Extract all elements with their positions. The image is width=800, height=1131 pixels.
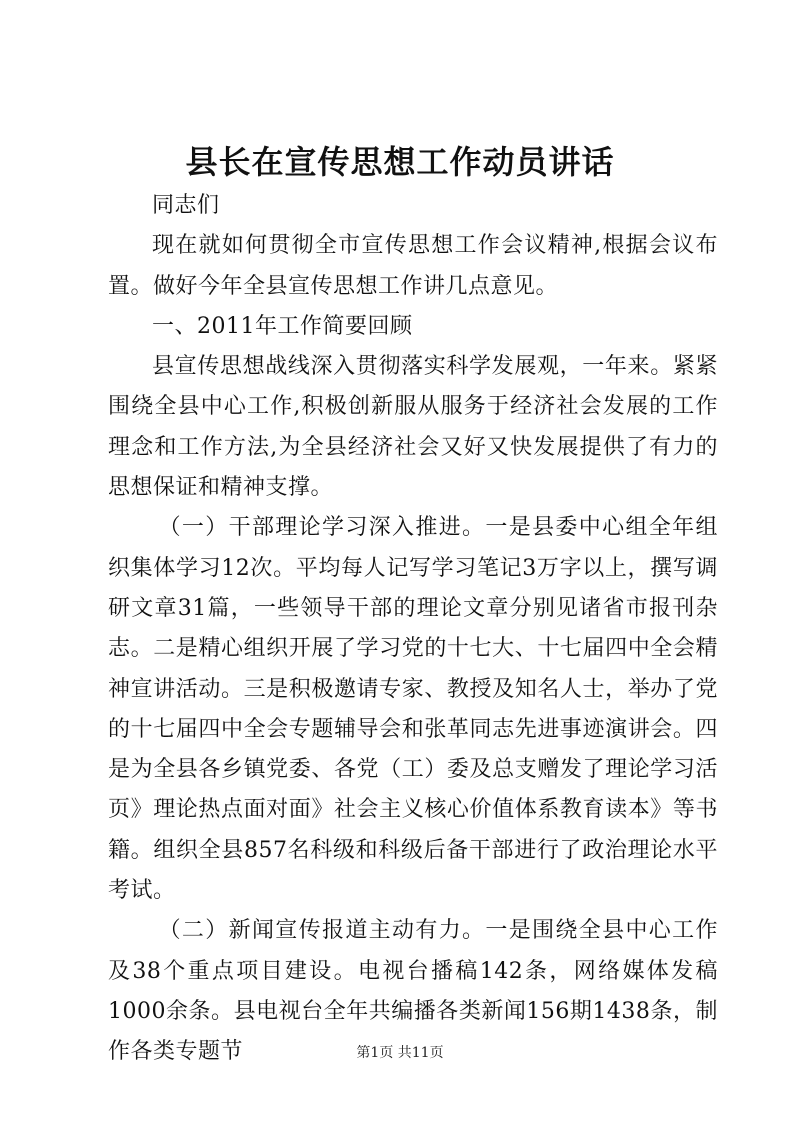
section-heading: 一、2011年工作简要回顾: [152, 313, 413, 339]
document-title: 县长在宣传思想工作动员讲话: [185, 143, 615, 181]
summary-paragraph: 县宣传思想战线深入贯彻落实科学发展观，一年来。紧紧围绕全县中心工作,积极创新服从服务于经济社会发展的工作理念和工作方法,为全县经济社会又好又快发展提供了有力的思想保证和精神支撑。: [108, 354, 718, 501]
intro-paragraph: 现在就如何贯彻全市宣传思想工作会议精神,根据会议布置。做好今年全县宣传思想工作讲几点意见。: [108, 233, 718, 299]
page-number-footer: 第1页 共11页: [356, 1045, 444, 1061]
salutation-paragraph: 同志们: [152, 193, 220, 218]
news-publicity-paragraph: （二）新闻宣传报道主动有力。一是围绕全县中心工作及38个重点项目建设。电视台播稿142条，网络媒体发稿1000余条。县电视台全年共编播各类新闻156期1438条，制作各类专题节: [108, 918, 718, 1065]
theory-study-paragraph: （一）干部理论学习深入推进。一是县委中心组全年组织集体学习12次。平均每人记写学习笔记3万字以上，撰写调研文章31篇，一些领导干部的理论文章分别见诸省市报刊杂志。二是精心组织开展了学习党的十七大、十七届四中全会精神宣讲活动。三是积极邀请专家、教授及知名人士，举办了党的十七届四中全会专题辅导会和张革同志先进事迹演讲会。四是为全县各乡镇党委、各党（工）委及总支赠发了理论学习活页》理论热点面对面》社会主义核心价值体系教育读本》等书籍。组织全县857名科级和科级后备干部进行了政治理论水平考试。: [108, 515, 718, 904]
document-body: [108, 186, 718, 1073]
